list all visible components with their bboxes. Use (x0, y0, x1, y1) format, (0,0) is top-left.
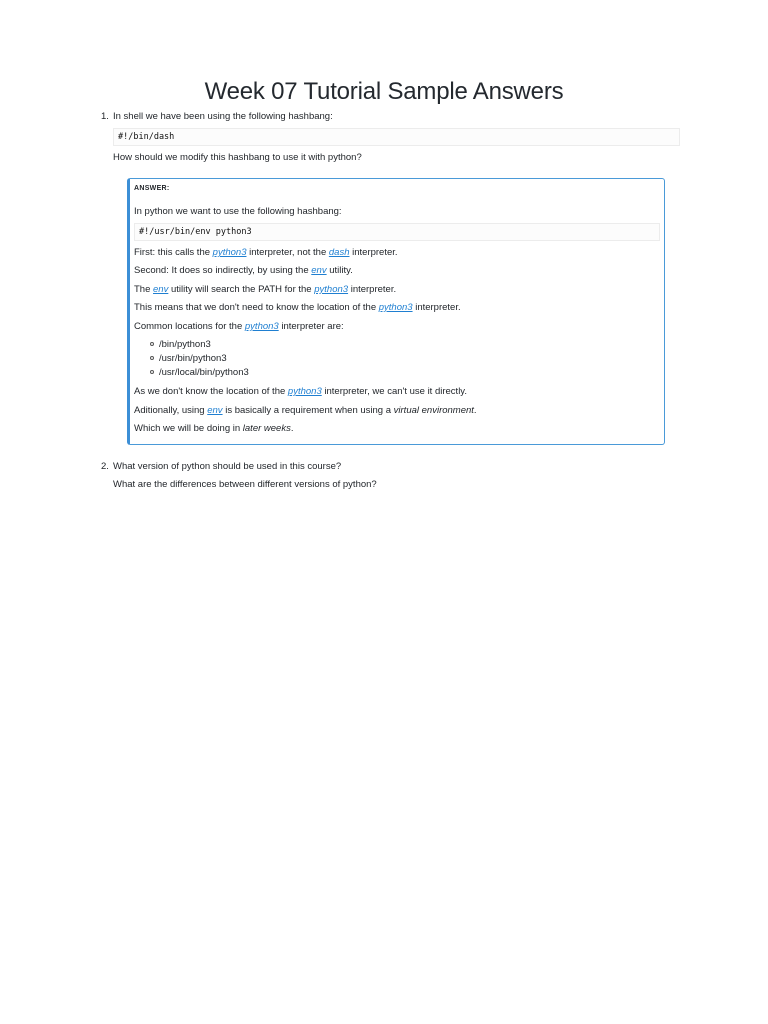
python3-link[interactable]: python3 (314, 284, 349, 295)
answer-line-2 (134, 265, 353, 278)
text: . (290, 423, 294, 434)
text: This means that we don't need to know the location of the (134, 302, 379, 313)
question-2-followup: What are the differences between different versions of python? (113, 479, 377, 490)
text: Aditionally, using (134, 405, 208, 416)
bullet-icon (150, 342, 154, 346)
question-1-code-block (113, 128, 680, 146)
answer-intro: In python we want to use the following hashbang: (134, 206, 342, 217)
text: First: this calls the (134, 247, 213, 258)
location-item: /usr/local/bin/python3 (159, 367, 249, 378)
bullet-icon (150, 356, 154, 360)
text: interpreter are: (278, 321, 344, 332)
text: The (134, 284, 154, 295)
python3-link[interactable]: python3 (287, 386, 322, 397)
answer-line-1 (134, 247, 398, 260)
later-weeks-text: later weeks (242, 423, 291, 434)
answer-label: ANSWER: (134, 185, 170, 192)
text: . (473, 405, 477, 416)
location-item: /usr/bin/python3 (159, 353, 227, 364)
location-item: /bin/python3 (159, 339, 211, 350)
python3-link[interactable]: python3 (378, 302, 413, 313)
env-link[interactable]: env (207, 405, 223, 416)
answer-line-8 (134, 423, 293, 436)
env-link[interactable]: env (153, 284, 169, 295)
question-2-text: What version of python should be used in this course? (113, 461, 342, 472)
text: interpreter. (348, 284, 397, 295)
python3-link[interactable]: python3 (212, 247, 247, 258)
page-title: Week 07 Tutorial Sample Answers (204, 78, 564, 105)
text: Second: It does so indirectly, by using the (134, 265, 312, 276)
answer-line-6 (134, 386, 467, 399)
answer-line-5 (134, 321, 344, 334)
text: interpreter. (349, 247, 398, 258)
answer-line-7 (134, 405, 477, 418)
env-link[interactable]: env (311, 265, 327, 276)
text: interpreter, we can't use it directly. (321, 386, 467, 397)
text: interpreter, not the (246, 247, 329, 258)
text: interpreter. (412, 302, 461, 313)
question-1-code: #!/bin/dash (118, 132, 175, 142)
question-1-followup: How should we modify this hashbang to use it with python? (113, 152, 362, 163)
answer-code-block (134, 223, 660, 241)
text: As we don't know the location of the (134, 386, 288, 397)
text: Common locations for the (134, 321, 245, 332)
bullet-icon (150, 370, 154, 374)
answer-code: #!/usr/bin/env python3 (139, 227, 252, 237)
question-1-text: In shell we have been using the following hashbang: (113, 111, 333, 122)
question-2-number: 2. (101, 461, 109, 472)
question-1-number: 1. (101, 111, 109, 122)
text: utility. (326, 265, 353, 276)
dash-link[interactable]: dash (328, 247, 350, 258)
python3-link[interactable]: python3 (244, 321, 279, 332)
virtual-environment-text: virtual environment (393, 405, 474, 416)
text: is basically a requirement when using a (222, 405, 394, 416)
answer-line-3 (134, 284, 396, 297)
text: Which we will be doing in (134, 423, 243, 434)
answer-line-4 (134, 302, 461, 315)
text: utility will search the PATH for the (168, 284, 315, 295)
